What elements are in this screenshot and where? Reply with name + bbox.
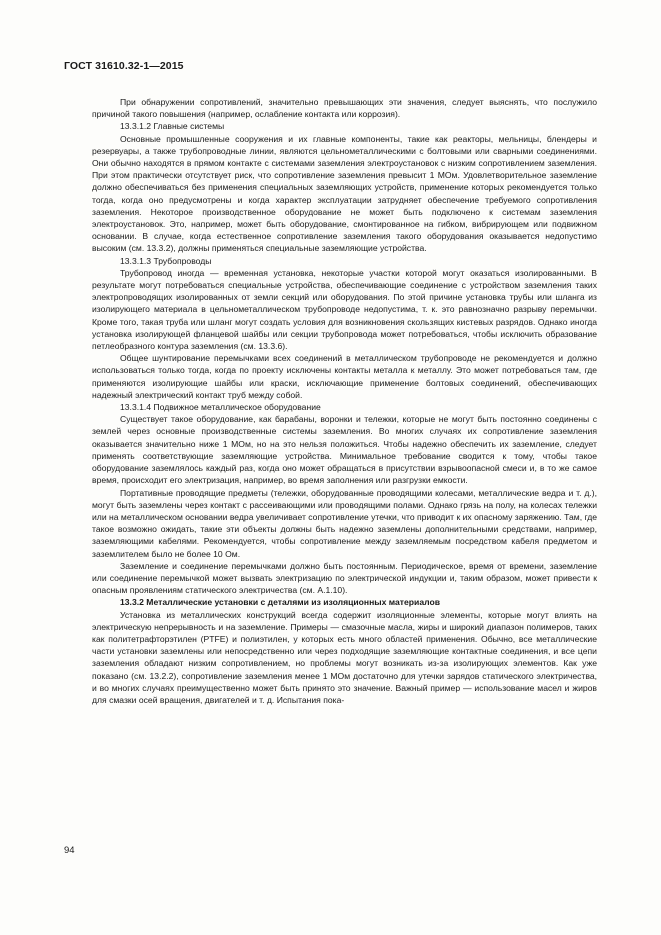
paragraph: При обнаружении сопротивлений, значительно превышающих эти значения, следует выяснять, что послужило причиной такого повышения (например, ослабление контакта или коррозия). [92, 97, 597, 120]
paragraph: Общее шунтирование перемычками всех соединений в металлическом трубопроводе не рекомендуется и должно использоваться только тогда, когда по проекту исключены контакты металла к металлу. Это может потребоваться там, где применяются изолирующие шайбы или краски, исключающие применение болтовых соединений, обеспечивающих надежный электрический контакт труб между собой. [92, 353, 597, 400]
paragraph: Трубопровод иногда — временная установка, некоторые участки которой могут оказаться изолированными. В результате могут потребоваться специальные устройства, обеспечивающие соединение с устройством заземления таких электропроводящих изолированных от земли секций или оборудования. По этой причине установка трубы или шланга из изолирующего материала в цельнометаллическом трубопроводе недопустима, т. к. это равнозначно разрыву перемычки. Кроме того, такая труба или шланг могут создать условия для возникновения скользящих кистевых разрядов. Однако иногда установка изолирующей фланцевой шайбы или секции трубопровода может потребоваться, чтобы исключить образование петлеобразного контура заземления (см. 13.3.6). [92, 267, 597, 352]
section-heading: 13.3.1.3 Трубопроводы [120, 255, 212, 266]
section-heading-bold: 13.3.2 Металлические установки с деталями из изоляционных материалов [120, 597, 440, 608]
document-header: ГОСТ 31610.32-1—2015 [64, 60, 184, 72]
paragraph: Портативные проводящие предметы (тележки, оборудованные проводящими колесами, металлические ведра и т. д.), могут быть заземлены через контакт с рассеивающими или проводящими полами. Однако грязь на полу, на колесах тележки или на металлическом основании ведра увеличивает сопротивление утечки, что приводит к их опасному заряжению. Там, где такое возможно ожидать, такие эти объекты должны быть надежно заземлены дополнительными средствами, например, заземляющими кабелями. Рекомендуется, чтобы сопротивление между заземляемым посредством кабеля предметом и заземлителем было не более 10 Ом. [92, 487, 598, 559]
section-heading: 13.3.1.4 Подвижное металлическое оборудование [120, 402, 321, 413]
page-number: 94 [64, 845, 75, 856]
section-heading: 13.3.1.2 Главные системы [120, 121, 225, 132]
paragraph: Основные промышленные сооружения и их главные компоненты, такие как реакторы, мельницы, блендеры и резервуары, а также трубопроводные линии, являются цельнометаллическими с болтовыми или сварными соединениями. Они обычно находятся в прямом контакте с системами заземления электроустановок с низким сопротивлением заземления. При этом практически отсутствует риск, что сопротивление заземления превысит 1 МОм. Удовлетворительное заземление должно обеспечиваться без применения специальных заземляющих устройств, применение которых рекомендуется только тогда, когда оно предусмотрены и когда характер эксплуатации затрудняет обеспечение требуемого сопротивления заземления. Некоторое производственное оборудование не может быть подключено к системам заземления электроустановок. Это, например, может быть оборудование, смонтированное на гибком, вибрирующем или подвижном основании. В случае, когда естественное сопротивление заземления такого оборудования оказывается недопустимо высоким (см. 13.3.2), должны применяться специальные заземляющие устройства. [92, 133, 597, 254]
paragraph: Установка из металлических конструкций всегда содержит изоляционные элементы, которые могут влиять на электрическую непрерывность и на заземление. Примеры — смазочные масла, жиры и широкий диапазон полимеров, таких как политетрафторэтилен (PTFE) и полиэтилен, у которых есть много областей применения. Обычно, все металлические части установки заземлены или непосредственно или через подходящие заземляющие контактные соединения, и все цепи заземления обладают низким сопротивлением, но проблемы могут возникать из-за изолирующих элементов. Как уже показано (см. 13.2.2), сопротивление заземления менее 1 МОм достаточно для утечки зарядов статического электричества, и во многих случаях преимущественно может быть принято это значение. Важный пример — использование масел и жиров для смазки осей вращения, двигателей и т. д. Испытания пока- [92, 609, 597, 705]
paragraph: Заземление и соединение перемычками должно быть постоянным. Периодическое, время от времени, заземление или соединение перемычкой может вызвать электризацию по электрической индукции и, таким образом, может привести к опасным проявлениям статического электричества (см. А.1.10). [92, 560, 597, 596]
body-text [92, 96, 597, 706]
paragraph: Существует такое оборудование, как барабаны, воронки и тележки, которые не могут быть постоянно соединены с землей через основные производственные системы заземления. Во многих случаях их сопротивление заземления оказывается значительно ниже 1 МОм, но на это нельзя положиться. Чтобы надежно обеспечить их заземление, следует применять соответствующие заземляющие устройства. Минимальное требование сводится к тому, чтобы такое оборудование заземлялось каждый раз, когда оно может обращаться в присутствии взрывоопасной смеси и, в то же самое время, происходит его электризация, например, во время заполнения или разгрузки емкости. [92, 414, 597, 486]
